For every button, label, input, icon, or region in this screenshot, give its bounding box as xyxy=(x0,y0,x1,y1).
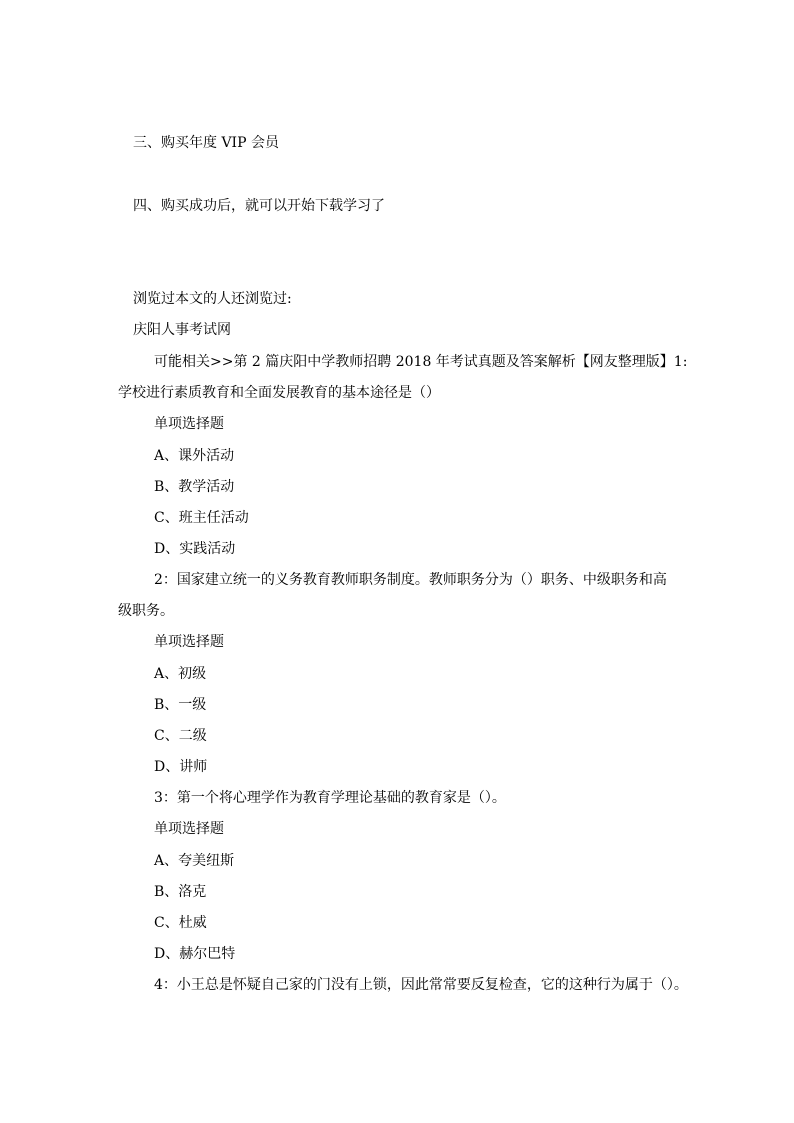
related-heading: 浏览过本文的人还浏览过: xyxy=(133,291,292,307)
question-1-stem: 学校进行素质教育和全面发展教育的基本途径是（） xyxy=(118,385,440,401)
question-3-type: 单项选择题 xyxy=(154,821,224,837)
question-1-type: 单项选择题 xyxy=(154,416,224,432)
question-2-stem-line1: 2：国家建立统一的义务教育教师职务制度。教师职务分为（）职务、中级职务和高 xyxy=(154,572,667,588)
related-intro-line1: 可能相关>>第 2 篇庆阳中学教师招聘 2018 年考试真题及答案解析【网友整理版】1: xyxy=(154,354,688,370)
question-2-option-c: C、二级 xyxy=(154,728,207,744)
question-1-option-d: D、实践活动 xyxy=(154,541,236,557)
question-4-stem: 4：小王总是怀疑自己家的门没有上锁，因此常常要反复检查，它的这种行为属于（）。 xyxy=(154,977,688,993)
question-3-option-b: B、洛克 xyxy=(154,884,207,900)
question-3-option-c: C、杜威 xyxy=(154,915,207,931)
question-1-option-a: A、课外活动 xyxy=(154,448,235,464)
question-1-option-b: B、教学活动 xyxy=(154,479,235,495)
question-3-option-d: D、赫尔巴特 xyxy=(154,946,236,962)
question-3-stem: 3：第一个将心理学作为教育学理论基础的教育家是（）。 xyxy=(154,790,506,806)
question-2-stem-line2: 级职务。 xyxy=(118,603,174,619)
question-2-type: 单项选择题 xyxy=(154,634,224,650)
question-2-option-a: A、初级 xyxy=(154,666,207,682)
question-1-option-c: C、班主任活动 xyxy=(154,510,249,526)
step-3-text: 三、购买年度 VIP 会员 xyxy=(133,135,279,151)
step-4-text: 四、购买成功后，就可以开始下载学习了 xyxy=(133,198,385,214)
question-3-option-a: A、夸美纽斯 xyxy=(154,853,235,869)
question-2-option-d: D、讲师 xyxy=(154,759,208,775)
related-site-link[interactable]: 庆阳人事考试网 xyxy=(133,322,231,338)
question-2-option-b: B、一级 xyxy=(154,697,207,713)
